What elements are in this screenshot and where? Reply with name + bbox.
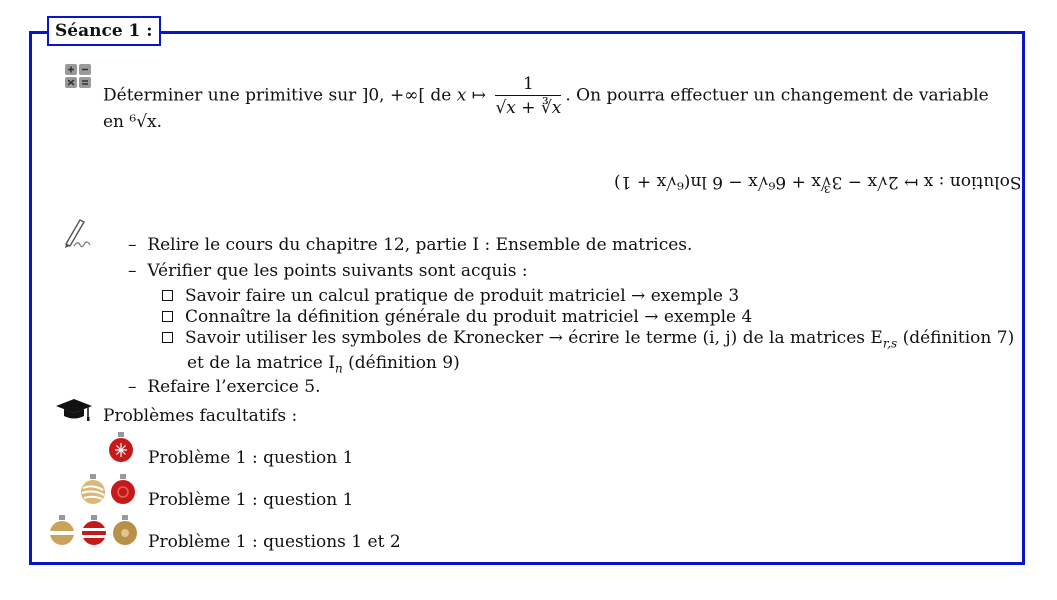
problem-2: Problème 1 : question 1 [148, 490, 354, 510]
checkbox-icon [162, 311, 173, 322]
red-striped-ornament-icon [80, 514, 108, 548]
review-item-2: – Vérifier que les points suivants sont acquis : [128, 261, 528, 281]
red-ornament-icon [109, 473, 137, 507]
calculator-icon [64, 63, 92, 89]
check-item-2: Connaître la définition générale du produit matriciel → exemple 4 [162, 307, 752, 327]
problem-3: Problème 1 : questions 1 et 2 [148, 532, 401, 552]
seance-title: Séance 1 : [47, 16, 161, 46]
checkbox-icon [162, 332, 173, 343]
review-item-1: – Relire le cours du chapitre 12, partie I : Ensemble de matrices. [128, 235, 693, 255]
pencil-icon [62, 216, 96, 250]
problem-1: Problème 1 : question 1 [148, 448, 354, 468]
inverted-solution: Solution : x ↦ 2√x − 3∛x + 6⁶√x − 6 ln(⁶√x + 1) [614, 172, 1022, 192]
gold-ornament-icon [111, 514, 139, 548]
check-item-3-continued: et de la matrice $I_n$ (définition 9) [187, 353, 460, 376]
check-item-3: Savoir utiliser les symboles de Kronecker → écrire le terme (i, j) de la matrices $E_{r,s}$ (définition 7) [162, 328, 1014, 350]
graduation-cap-icon [54, 397, 94, 423]
check-item-1: Savoir faire un calcul pratique de produit matriciel → exemple 3 [162, 286, 739, 306]
red-ornament-icon [107, 431, 135, 465]
optional-heading: Problèmes facultatifs : [103, 406, 298, 426]
checkbox-icon [162, 290, 173, 301]
exercise-statement: Déterminer une primitive sur ]0, +∞[ de x ↦ $\frac{1}{√x + ∛x}$ . On pourra effectuer un changement de variable [103, 74, 989, 118]
fraction: $\frac{1}{√x + ∛x}$ [495, 74, 562, 118]
exercise-statement-line2: en ⁶√x. [103, 112, 163, 132]
gold-ornament-icon [48, 514, 76, 548]
review-item-3: – Refaire l’exercice 5. [128, 377, 321, 397]
gold-ornament-icon [79, 473, 107, 507]
